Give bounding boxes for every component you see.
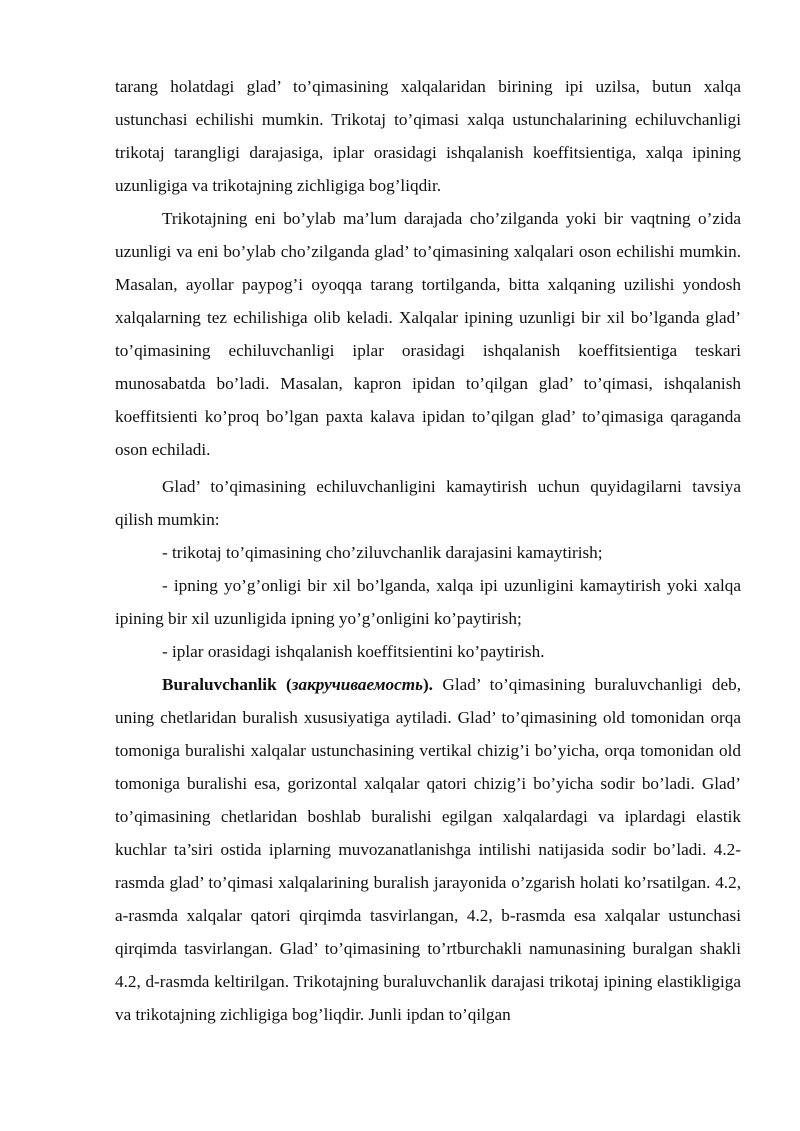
paragraph-4-body: Glad’ to’qimasining buraluvchanligi deb, uning chetlaridan buralish xususiyatiga aytiladi. Glad’ to’qimasining old tomonidan orqa tomoniga buralishi xalqalar ustunchasining vertikal chizig’i bo’yicha, orqa tomonidan old tomoniga buralishi esa, gorizontal xalqalar qatori chizig’i bo’yicha sodir bo’ladi. Glad’ to’qimasining chetlaridan boshlab buralishi egilgan xalqalardagi va iplardagi elastik kuchlar ta’siri ostida iplarning muvozanatlanishga intilishi natijasida sodir bo’ladi. 4.2-rasmda glad’ to’qimasi xalqalarining buralish jarayonida o’zgarish holati ko’rsatilgan. 4.2, a-rasmda xalqalar qatori qirqimda tasvirlangan, 4.2, b-rasmda esa xalqalar ustunchasi qirqimda tasvirlangan. Glad’ to’qimasining to’rtburchakli namunasining buralgan shakli 4.2, d-rasmda keltirilgan. Trikotajning buraluvchanlik darajasi trikotaj ipining elastikligiga va trikotajning zichligiga bog’liqdir. Junli ipdan to’qilgan	[115, 675, 741, 1024]
term-heading-close: ).	[422, 675, 433, 694]
term-russian: закручиваемость	[291, 675, 423, 694]
list-item: - ipning yo’g’onligi bir xil bo’lganda, xalqa ipi uzunligini kamaytirish yoki xalqa ipining bir xil uzunligida ipning yo’g’onligini ko’paytirish;	[115, 576, 741, 628]
term-heading: Buraluvchanlik (	[162, 675, 292, 694]
document-page	[115, 70, 741, 1031]
paragraph-4	[115, 668, 741, 1031]
list-item: - trikotaj to’qimasining cho’ziluvchanlik darajasini kamaytirish;	[162, 543, 603, 562]
list-item: - iplar orasidagi ishqalanish koeffitsientini ko’paytirish.	[162, 642, 545, 661]
paragraph-1: tarang holatdagi glad’ to’qimasining xalqalaridan birining ipi uzilsa, butun xalqa ustunchasi echilishi mumkin. Trikotaj to’qimasi xalqa ustunchalarining echiluvchanligi trikotaj tarangligi darajasiga, iplar orasidagi ishqalanish koeffitsientiga, xalqa ipining uzunligiga va trikotajning zichligiga bog’liqdir.	[115, 77, 741, 195]
paragraph-3: Glad’ to’qimasining echiluvchanligini kamaytirish uchun quyidagilarni tavsiya qilish mumkin:	[115, 477, 741, 529]
paragraph-2: Trikotajning eni bo’ylab ma’lum darajada cho’zilganda yoki bir vaqtning o’zida uzunligi va eni bo’ylab cho’zilganda glad’ to’qimasining xalqalari oson echilishi mumkin. Masalan, ayollar paypog’i oyoqqa tarang tortilganda, bitta xalqaning uzilishi yondosh xalqalarning tez echilishiga olib keladi. Xalqalar ipining uzunligi bir xil bo’lganda glad’ to’qimasining echiluvchanligi iplar orasidagi ishqalanish koeffitsientiga teskari munosabatda bo’ladi. Masalan, kapron ipidan to’qilgan glad’ to’qimasi, ishqalanish koeffitsienti ko’proq bo’lgan paxta kalava ipidan to’qilgan glad’ to’qimasiga qaraganda oson echiladi.	[115, 209, 741, 459]
